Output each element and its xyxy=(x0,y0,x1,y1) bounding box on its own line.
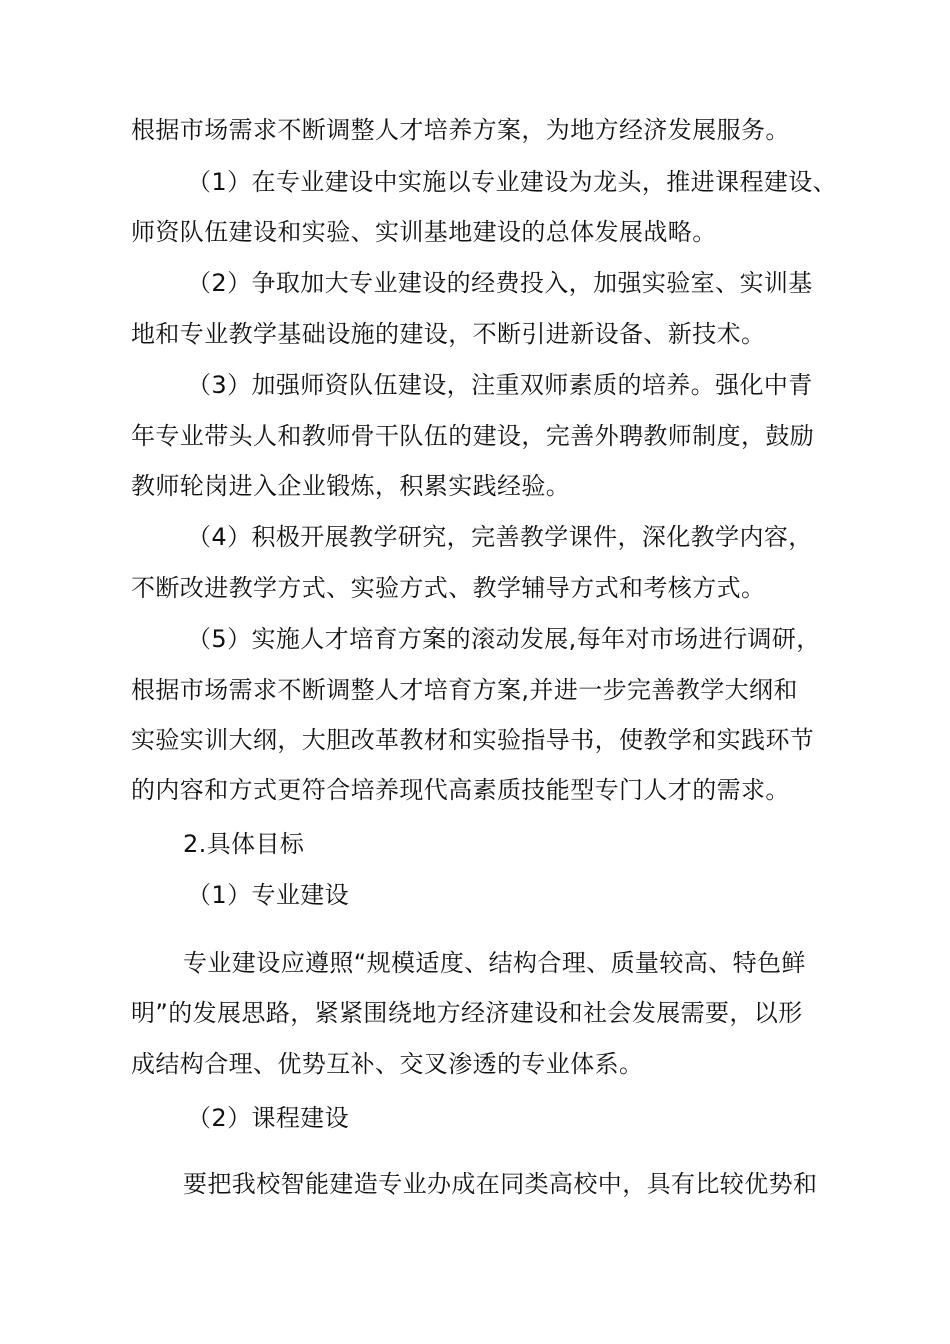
text-line-13: 实验实训大纲，大胆改革教材和实验指导书，使教学和实践环节 xyxy=(131,726,815,754)
text-line-2: （1）在专业建设中实施以专业建设为龙头，推进课程建设、 xyxy=(187,168,838,196)
text-line-18: 明”的发展思路，紧紧围绕地方经济建设和社会发展需要，以形 xyxy=(131,999,803,1027)
text-line-3: 师资队伍建设和实验、实训基地建设的总体发展战略。 xyxy=(131,218,717,246)
text-line-4: （2）争取加大专业建设的经费投入，加强实验室、实训基 xyxy=(187,269,813,297)
text-line-12: 根据市场需求不断调整人才培育方案,并进一步完善教学大纲和 xyxy=(131,676,798,704)
subsection-heading-1: （1）专业建设 xyxy=(187,881,350,909)
text-line-7: 年专业带头人和教师骨干队伍的建设，完善外聘教师制度，鼓励 xyxy=(131,422,815,450)
text-line-17: 专业建设应遵照“规模适度、结构合理、质量较高、特色鲜 xyxy=(183,949,806,977)
text-line-6: （3）加强师资队伍建设，注重双师素质的培养。强化中青 xyxy=(187,371,813,399)
text-line-11: （5）实施人才培育方案的滚动发展,每年对市场进行调研， xyxy=(187,625,821,653)
text-line-19: 成结构合理、优势互补、交叉渗透的专业体系。 xyxy=(131,1050,644,1078)
text-line-9: （4）积极开展教学研究，完善教学课件，深化教学内容， xyxy=(187,523,813,551)
text-line-5: 地和专业教学基础设施的建设，不断引进新设备、新技术。 xyxy=(131,320,766,348)
subsection-heading-2: （2）课程建设 xyxy=(187,1104,350,1132)
text-line-14: 的内容和方式更符合培养现代高素质技能型专门人才的需求。 xyxy=(131,776,790,804)
text-line-21: 要把我校智能建造专业办成在同类高校中，具有比较优势和 xyxy=(183,1170,818,1198)
text-line-8: 教师轮岗进入企业锻炼，积累实践经验。 xyxy=(131,472,571,500)
section-heading: 2.具体目标 xyxy=(183,830,305,858)
text-line-1: 根据市场需求不断调整人才培养方案，为地方经济发展服务。 xyxy=(131,116,790,144)
text-line-10: 不断改进教学方式、实验方式、教学辅导方式和考核方式。 xyxy=(131,574,766,602)
